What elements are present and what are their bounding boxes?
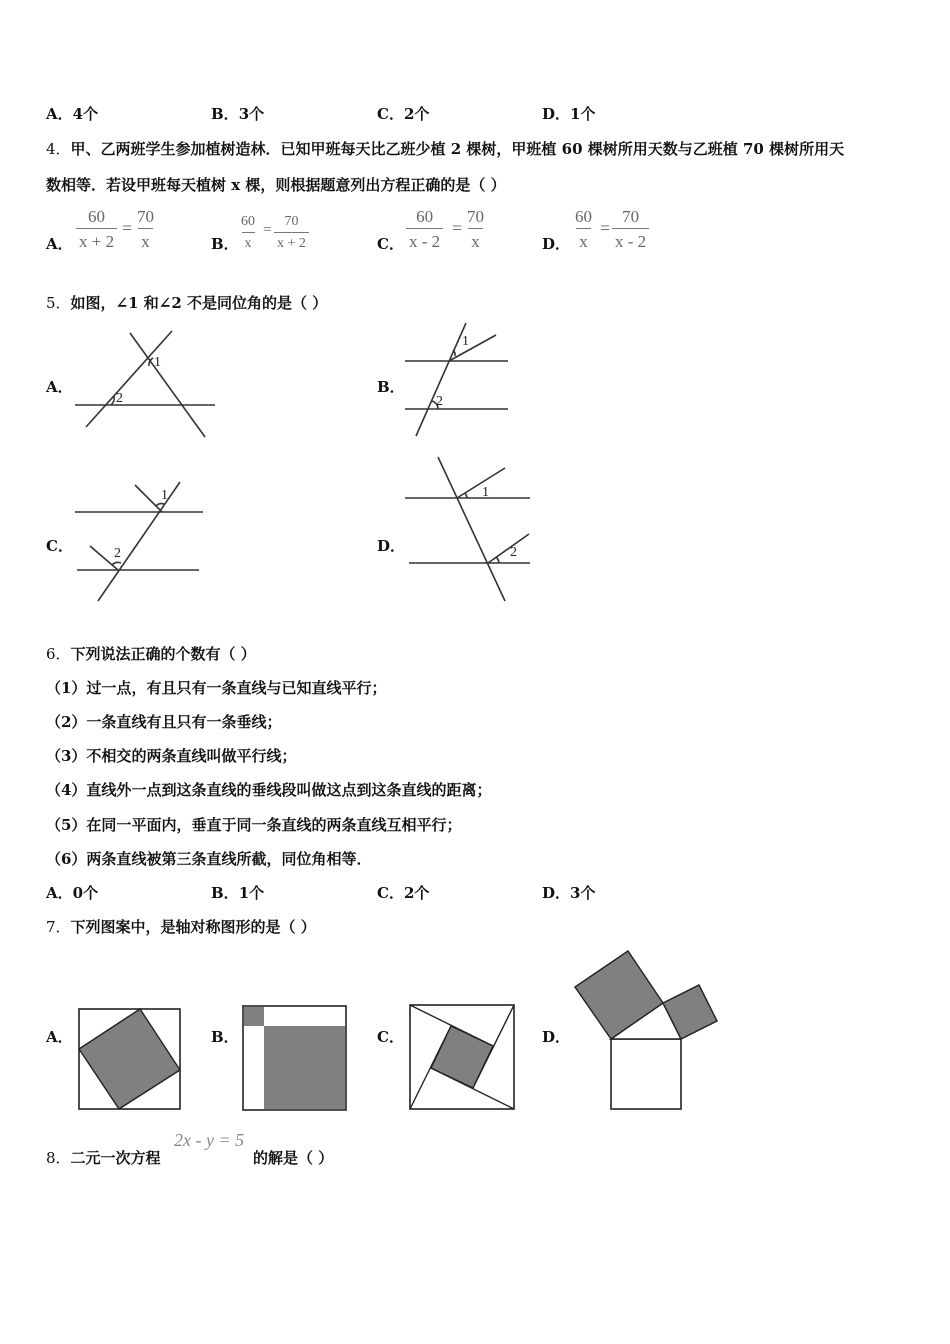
- denominator: x - 2: [612, 228, 649, 250]
- q8-equation: 2x - y = 5: [174, 1130, 245, 1150]
- angle-label-2: 2: [436, 394, 443, 409]
- equals-sign: =: [122, 218, 133, 238]
- option-letter: D．: [542, 105, 571, 123]
- option-text: 2个: [403, 105, 430, 123]
- numerator: 60: [416, 207, 434, 226]
- option-letter: C．: [377, 884, 404, 902]
- denominator: x: [468, 228, 483, 250]
- q5-option-b-letter[interactable]: B．: [377, 378, 405, 396]
- option-letter: A．: [46, 105, 73, 123]
- q4-stem-line2: 数相等．若设甲班每天植树 x 棵，则根据题意列出方程正确的是（ ）: [46, 176, 506, 194]
- q6-statement-4: （4）直线外一点到这条直线的垂线段叫做这点到这条直线的距离；: [46, 781, 492, 799]
- numerator: 70: [284, 214, 299, 229]
- question-text: 二元一次方程: [70, 1149, 161, 1167]
- angle-label-1: 1: [462, 334, 469, 349]
- angle-label-2: 2: [114, 546, 121, 561]
- question-text: 甲、乙两班学生参加植树造林．已知甲班每天比乙班少植 2 棵树，甲班植 60 棵树所用天数与乙班植 70 棵树所用天: [70, 140, 845, 158]
- equals-sign: =: [600, 218, 611, 238]
- q4-option-c-letter[interactable]: C．: [377, 235, 404, 253]
- option-letter: B．: [211, 105, 239, 123]
- numerator: 70: [622, 207, 640, 226]
- option-letter: C．: [377, 105, 404, 123]
- q8-stem-start: [46, 1147, 161, 1168]
- denominator: x - 2: [406, 228, 443, 250]
- q7-option-a-letter[interactable]: A．: [46, 1028, 73, 1046]
- angle-label-2: 2: [116, 391, 123, 406]
- q7-option-d-letter[interactable]: D．: [542, 1028, 571, 1046]
- angle-label-1: 1: [154, 355, 161, 370]
- option-text: 3个: [238, 105, 265, 123]
- q5-option-a-letter[interactable]: A．: [46, 378, 73, 396]
- denominator: x: [242, 232, 255, 251]
- question-text: 下列图案中，是轴对称图形的是（ ）: [70, 918, 316, 936]
- equals-sign: =: [263, 222, 272, 238]
- option-text: 3个: [570, 884, 596, 902]
- option-text: 4个: [72, 105, 99, 123]
- question-number: 7．: [46, 918, 71, 936]
- option-text: 0个: [72, 884, 99, 902]
- q7-option-b-letter[interactable]: B．: [211, 1028, 239, 1046]
- q5-option-c-letter[interactable]: C．: [46, 537, 73, 555]
- base-square: [611, 1039, 681, 1109]
- q4-option-a-letter[interactable]: A．: [46, 235, 73, 253]
- q5-option-d-letter[interactable]: D．: [377, 537, 406, 555]
- option-letter: D．: [542, 884, 571, 902]
- q7-option-c-letter[interactable]: C．: [377, 1028, 404, 1046]
- q6-statement-5: （5）在同一平面内，垂直于同一条直线的两条直线互相平行；: [46, 816, 462, 834]
- question-number: 6．: [46, 645, 71, 663]
- denominator: x: [576, 228, 591, 250]
- numerator: 60: [575, 207, 592, 226]
- angle-label-1: 1: [482, 485, 489, 500]
- angle-label-2: 2: [510, 545, 517, 560]
- equals-sign: =: [452, 218, 463, 238]
- q6-statement-3: （3）不相交的两条直线叫做平行线；: [46, 747, 297, 765]
- question-text: 下列说法正确的个数有（ ）: [70, 645, 256, 663]
- numerator: 70: [137, 207, 154, 226]
- option-text: 1个: [570, 105, 596, 123]
- q4-option-d-letter[interactable]: D．: [542, 235, 571, 253]
- q6-statement-6: （6）两条直线被第三条直线所截，同位角相等．: [46, 850, 372, 868]
- question-number: 5．: [46, 294, 71, 312]
- numerator: 70: [467, 207, 484, 226]
- question-text: 如图，∠1 和∠2 不是同位角的是（ ）: [70, 294, 328, 312]
- numerator: 60: [88, 207, 106, 226]
- option-letter: B．: [211, 884, 239, 902]
- q8-stem-end: 的解是（ ）: [253, 1149, 334, 1167]
- question-number: 4．: [46, 140, 71, 158]
- q6-statement-1: （1）过一点，有且只有一条直线与已知直线平行；: [46, 679, 387, 697]
- q4-option-b-letter[interactable]: B．: [211, 235, 239, 253]
- option-text: 1个: [238, 884, 265, 902]
- denominator: x + 2: [76, 228, 117, 250]
- angle-label-1: 1: [161, 488, 168, 503]
- option-text: 2个: [403, 884, 430, 902]
- denominator: x + 2: [274, 232, 309, 251]
- denominator: x: [138, 228, 153, 250]
- question-number: 8．: [46, 1149, 71, 1167]
- option-letter: A．: [46, 884, 73, 902]
- q6-statement-2: （2）一条直线有且只有一条垂线；: [46, 713, 282, 731]
- numerator: 60: [241, 214, 255, 229]
